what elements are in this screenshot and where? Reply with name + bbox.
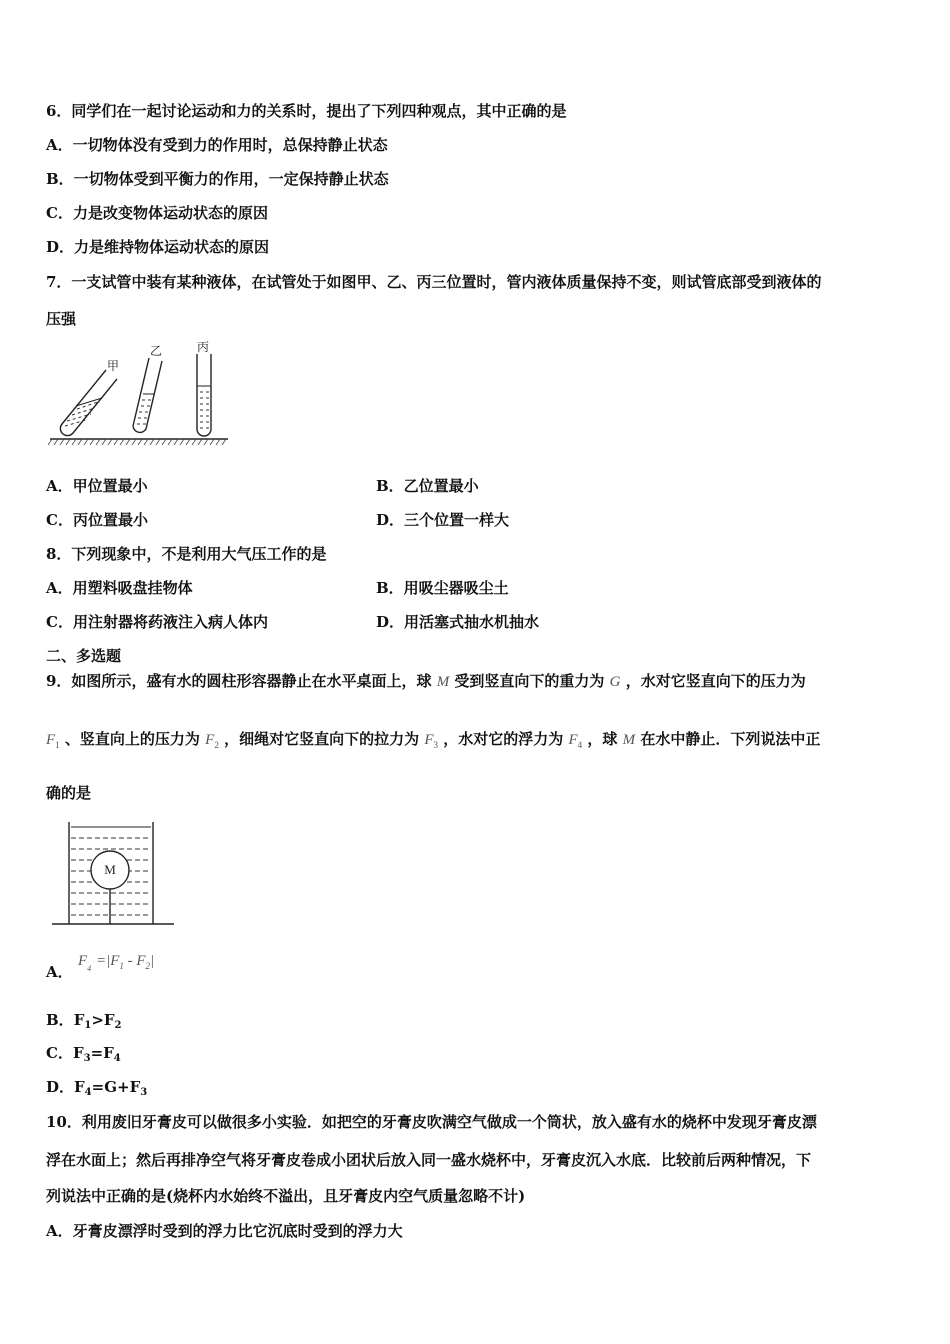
test-tube-figure [46,340,236,448]
q8-option-c: C．用注射器将药液注入病人体内 [46,613,268,631]
container-figure [52,818,174,928]
q8-option-d: D．用活塞式抽水机抽水 [376,613,540,631]
q6-option-b: B．一切物体受到平衡力的作用，一定保持静止状态 [46,170,389,188]
tube-yi [133,358,162,432]
ball-m-label: M [104,862,116,877]
q10-stem-line2: 浮在水面上；然后再排净空气将牙膏皮卷成小团状后放入同一盛水烧杯中，牙膏皮沉入水底．比较前后两种情况，下 [46,1151,812,1169]
q8-stem: 8．下列现象中，不是利用大气压工作的是 [46,545,327,563]
q9-stem-line2: $F_1$ 、竖直向上的压力为 $F_2$ ，细绳对它竖直向下的拉力为 $F_3$ ，水对它的浮力为 $F_4$ ，球 M 在水中静止．下列说法中正 [46,730,821,750]
tube-yi-label: 乙 [150,344,163,358]
q9-option-a-formula: $F_4 =|F_1 - F_2|$ [78,953,155,973]
q10-stem-line1: 10．利用废旧牙膏皮可以做很多小实验．如把空的牙膏皮吹满空气做成一个筒状，放入盛有水的烧杯中发现牙膏皮漂 [46,1113,817,1131]
q9-option-a: A． [46,963,73,981]
q6-option-c: C．力是改变物体运动状态的原因 [46,204,268,222]
q6-option-d: D．力是维持物体运动状态的原因 [46,238,270,256]
tube-jia [60,370,117,436]
q7-option-b: B．乙位置最小 [376,477,479,495]
section-title: 二、多选题 [46,647,122,665]
q10-stem-line3: 列说法中正确的是(烧杯内水始终不溢出，且牙膏皮内空气质量忽略不计) [46,1187,526,1205]
q6-stem: 6．同学们在一起讨论运动和力的关系时，提出了下列四种观点，其中正确的是 [46,102,567,120]
q9-option-c: C．$F_3=F_4$ [46,1044,121,1064]
q7-stem-line1: 7．一支试管中装有某种液体，在试管处于如图甲、乙、丙三位置时，管内液体质量保持不变，则试管底部受到液体的 [46,273,822,291]
tube-bing [197,354,211,436]
q9-option-b: B．$F_1>F_2$ [46,1011,122,1031]
q6-option-a: A．一切物体没有受到力的作用时，总保持静止状态 [46,136,388,154]
q10-option-a: A．牙膏皮漂浮时受到的浮力比它沉底时受到的浮力大 [46,1222,403,1240]
q9-stem-line1: 9．如图所示，盛有水的圆柱形容器静止在水平桌面上，球 M 受到竖直向下的重力为 G ，水对它竖直向下的压力为 [46,672,806,690]
q7-option-c: C．丙位置最小 [46,511,148,529]
q7-stem-line2: 压强 [46,310,77,328]
tube-bing-label: 丙 [197,340,210,354]
q9-option-d: D．$F_4=G+F_3$ [46,1078,148,1098]
tube-jia-label: 甲 [107,359,120,373]
q8-option-b: B．用吸尘器吸尘土 [376,579,509,597]
q9-stem-line3: 确的是 [46,784,92,802]
q7-option-a: A．甲位置最小 [46,477,148,495]
q7-option-d: D．三个位置一样大 [376,511,510,529]
q8-option-a: A．用塑料吸盘挂物体 [46,579,193,597]
